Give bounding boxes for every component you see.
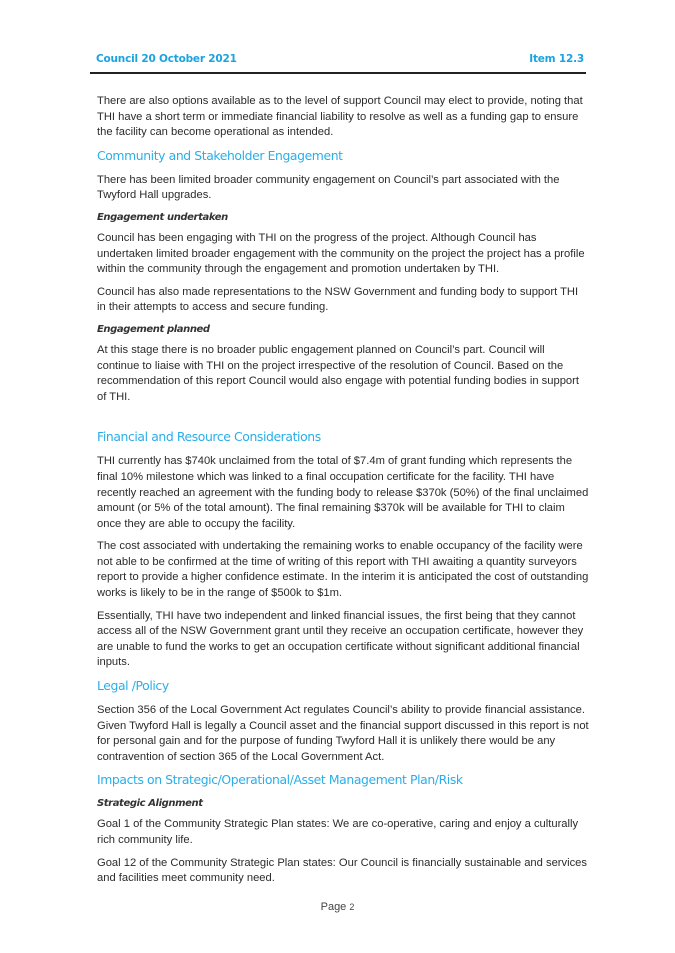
impacts-paragraph: Goal 1 of the Community Strategic Plan states: We are co-operative, caring and enjoy a culturally rich community life. xyxy=(97,818,579,846)
section-heading-legal: Legal /Policy xyxy=(97,678,169,694)
header-divider xyxy=(90,72,586,74)
meeting-date: Council 20 October 2021 xyxy=(96,53,237,65)
section-heading-financial: Financial and Resource Considerations xyxy=(97,429,321,445)
page-label: Page xyxy=(320,901,347,913)
subheading-engagement-undertaken: Engagement undertaken xyxy=(97,211,228,223)
section-heading-impacts: Impacts on Strategic/Operational/Asset Management Plan/Risk xyxy=(97,772,463,788)
section-heading-community: Community and Stakeholder Engagement xyxy=(97,147,343,163)
community-paragraph: There has been limited broader community engagement on Council’s part associated with the Twyford Hall upgrades. xyxy=(97,173,560,202)
page-footer xyxy=(0,901,675,913)
report-body xyxy=(97,94,589,894)
intro-paragraph: There are also options available as to the level of support Council may elect to provide, noting that THI have a short term or immediate financial liability to resolve as well as a funding gap to ensure the facility can become operational as intended. xyxy=(97,95,583,139)
impacts-paragraph: Goal 12 of the Community Strategic Plan states: Our Council is financially sustainable and services and facilities meet community need. xyxy=(97,856,587,885)
undertaken-paragraph: Council has also made representations to the NSW Government and funding body to support THI in their attempts to access and secure funding. xyxy=(97,285,579,314)
item-number: Item 12.3 xyxy=(529,53,584,65)
financial-paragraph: Essentially, THI have two independent and linked financial issues, the first being that they cannot access all of the NSW Government grant until they receive an occupation certificate, however they are unable to fund the works to get an occupation certificate without significant additional financial inputs. xyxy=(97,609,584,669)
subheading-engagement-planned: Engagement planned xyxy=(97,323,210,335)
subheading-strategic-alignment: Strategic Alignment xyxy=(97,798,203,810)
planned-paragraph: At this stage there is no broader public engagement planned on Council’s part. Council will continue to liaise with THI on the project irrespective of the resolution of Council. Based on the recommendation of this report Council would also engage with potential funding bodies in support of THI. xyxy=(97,343,579,403)
legal-paragraph: Section 356 of the Local Government Act regulates Council’s ability to provide financial assistance. Given Twyford Hall is legally a Council asset and the financial support discussed in this report is not for personal gain and for the purpose of funding Twyford Hall it is unlikely there would be any contravention of section 365 of the Local Government Act. xyxy=(97,704,589,763)
page-header xyxy=(96,51,584,69)
financial-paragraph: The cost associated with undertaking the remaining works to enable occupancy of the facility were not able to be confirmed at the time of writing of this report with THI awaiting a quantity surveyors report to provide a higher confidence estimate. In the interim it is anticipated the cost of outstanding works is likely to be in the range of $500k to $1m. xyxy=(97,540,589,600)
financial-paragraph: THI currently has $740k unclaimed from the total of $7.4m of grant funding which represents the final 10% milestone which was linked to a final occupation certificate for the facility. THI have recently reached an agreement with the funding body to release $370k (50%) of the final unclaimed amount (or 5% of the total amount). The final remaining $370k will be available for THI to claim once they are able to occupy the facility. xyxy=(97,455,589,530)
page-number: 2 xyxy=(349,902,355,912)
undertaken-paragraph: Council has been engaging with THI on the progress of the project. Although Council has undertaken limited broader engagement with the community on the project the project has a profile within the community through the engagement and promotion undertaken by THI. xyxy=(97,231,585,276)
spacer xyxy=(97,412,589,428)
